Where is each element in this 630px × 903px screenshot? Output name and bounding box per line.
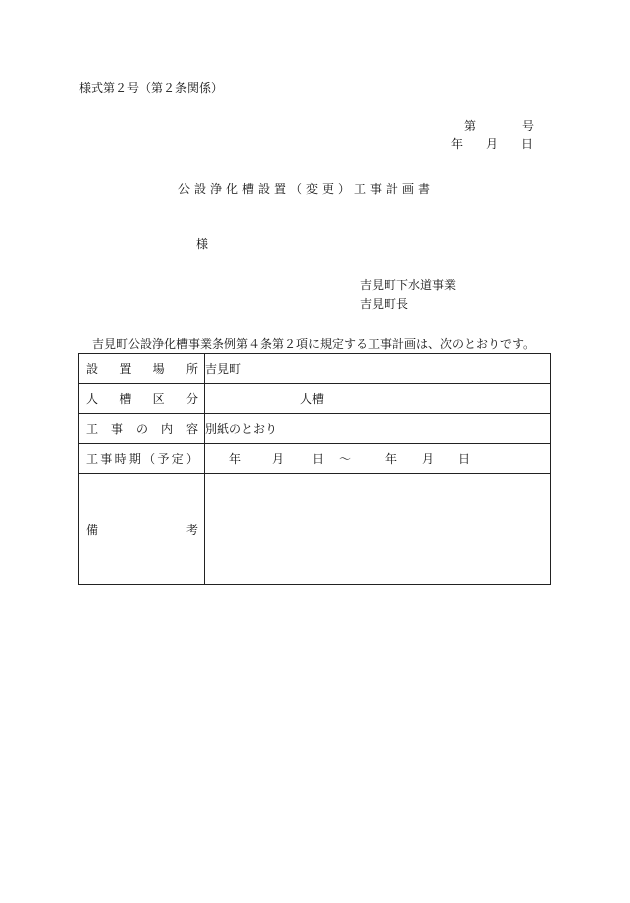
label-char: ） (185, 452, 198, 466)
period-start-month: 月 (272, 452, 285, 466)
table-row-remarks (79, 474, 551, 585)
value-contents[interactable] (205, 414, 551, 444)
label-period (79, 444, 205, 474)
value-capacity-text: 人槽 (300, 392, 325, 406)
label-char: 期 (128, 452, 141, 466)
label-char: 事 (110, 422, 123, 436)
issuer-block (360, 276, 456, 314)
date-month: 月 (485, 137, 498, 151)
label-char: 工 (86, 422, 99, 436)
label-char: 工 (86, 452, 99, 466)
value-remarks[interactable] (205, 474, 551, 585)
label-char: 置 (119, 362, 132, 376)
label-capacity (79, 384, 205, 414)
date-day: 日 (520, 137, 533, 151)
value-location[interactable] (205, 354, 551, 384)
period-start-day: 日 (312, 452, 325, 466)
label-char: 設 (86, 362, 99, 376)
label-char: 予 (157, 452, 170, 466)
label-char: 事 (100, 452, 113, 466)
label-char: 時 (114, 452, 127, 466)
doc-number-label: 第 (464, 119, 477, 133)
value-capacity[interactable] (205, 384, 551, 414)
label-char: 所 (185, 362, 198, 376)
label-char: 備 (86, 522, 99, 537)
plan-table (78, 353, 551, 585)
label-char: 考 (185, 522, 198, 537)
period-separator: ～ (339, 452, 352, 466)
value-location-text: 吉見町 (205, 362, 242, 376)
doc-number-suffix: 号 (522, 119, 535, 133)
period-end-month: 月 (422, 452, 435, 466)
label-contents (79, 414, 205, 444)
form-number: 様式第２号（第２条関係） (79, 81, 224, 95)
label-char: の (135, 422, 148, 436)
addressee-suffix: 様 (196, 237, 209, 251)
label-remarks (79, 474, 205, 585)
label-char: 分 (185, 392, 198, 406)
issuer-line-2: 吉見町長 (360, 297, 409, 311)
table-row-capacity (79, 384, 551, 414)
table-row-contents (79, 414, 551, 444)
period-start-year: 年 (229, 452, 242, 466)
value-contents-text: 別紙のとおり (205, 422, 278, 436)
issue-date (451, 138, 533, 150)
label-char: 容 (185, 422, 198, 436)
label-char: （ (143, 452, 156, 466)
label-char: 人 (86, 392, 99, 406)
table-row-period (79, 444, 551, 474)
label-char: 場 (152, 362, 165, 376)
period-end-year: 年 (385, 452, 398, 466)
period-end-day: 日 (458, 452, 471, 466)
label-char: 槽 (119, 392, 132, 406)
value-period[interactable] (205, 444, 551, 474)
intro-text: 吉見町公設浄化槽事業条例第４条第２項に規定する工事計画は、次のとおりです。 (92, 337, 536, 351)
date-year: 年 (451, 137, 464, 151)
label-char: 区 (152, 392, 165, 406)
label-location (79, 354, 205, 384)
label-char: 内 (160, 422, 173, 436)
label-char: 定 (171, 452, 184, 466)
issuer-line-1: 吉見町下水道事業 (360, 278, 457, 292)
table-row-location (79, 354, 551, 384)
document-title: 公設浄化槽設置（変更）工事計画書 (178, 182, 435, 196)
